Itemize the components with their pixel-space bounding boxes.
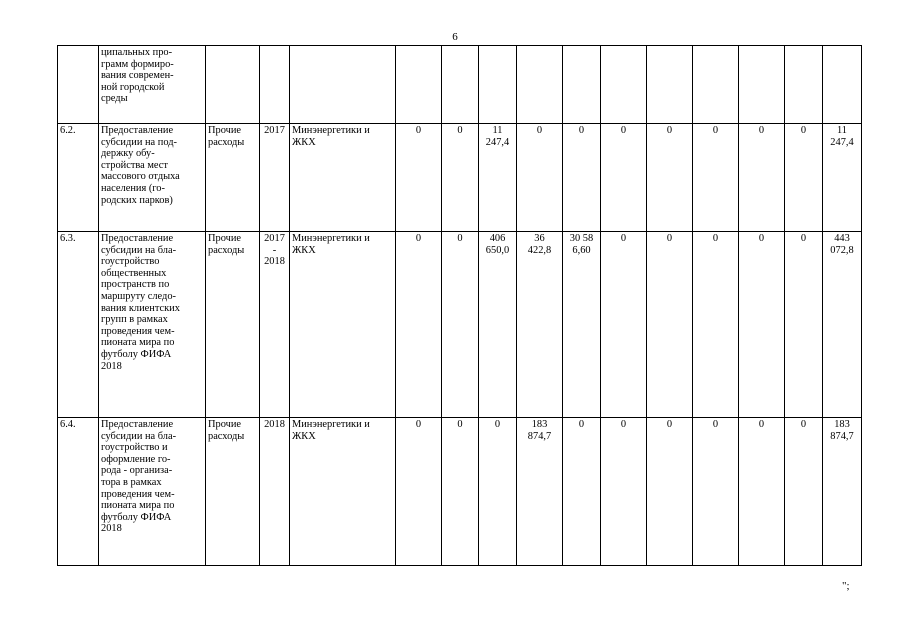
- measure-name-cell-text: Предоставление субсидии на бла- гоустройство общественных пространств по маршруту следо- вания клиентских групп в рамках проведения чем- пионата мира по футболу ФИФА 2018: [101, 233, 180, 372]
- year-cell-text: 2017 - 2018: [264, 233, 285, 268]
- budget-table: [57, 45, 862, 566]
- amount-cell: [442, 46, 479, 124]
- amount-cell: [693, 232, 739, 418]
- expense-type-cell: [206, 124, 260, 232]
- amount-cell: [647, 418, 693, 566]
- amount-cell: [647, 124, 693, 232]
- amount-cell-text: 406 650,0: [485, 233, 510, 256]
- measure-name-cell: [99, 124, 206, 232]
- amount-cell: [517, 124, 563, 232]
- closing-quote-mark: ";: [842, 580, 850, 592]
- year-cell: [260, 46, 290, 124]
- executor-cell: [290, 46, 396, 124]
- amount-cell: [396, 124, 442, 232]
- amount-cell-text: 0: [415, 125, 422, 136]
- amount-cell: [396, 46, 442, 124]
- amount-cell-text: 0: [578, 419, 585, 430]
- amount-cell: [693, 124, 739, 232]
- amount-cell-text: 0: [712, 233, 719, 244]
- table-row: [58, 124, 862, 232]
- amount-cell: [601, 232, 647, 418]
- row-number-cell: [58, 46, 99, 124]
- table-row: [58, 418, 862, 566]
- executor-cell: [290, 124, 396, 232]
- amount-cell-text: 0: [536, 125, 543, 136]
- amount-cell: [517, 418, 563, 566]
- year-cell: [260, 418, 290, 566]
- amount-cell: [785, 418, 823, 566]
- amount-cell: [517, 232, 563, 418]
- amount-cell-text: 0: [666, 125, 673, 136]
- amount-cell: [823, 124, 862, 232]
- amount-cell: [479, 232, 517, 418]
- page-number: 6: [452, 31, 458, 43]
- measure-name-cell-text: Предоставление субсидии на бла- гоустройство и оформление го- рода - организа- тора в рамках проведения чем- пионата мира по футболу ФИФА 2018: [101, 419, 177, 535]
- amount-cell-text: 0: [415, 233, 422, 244]
- row-number-cell-text: 6.3.: [60, 233, 76, 244]
- amount-cell-text: 0: [712, 419, 719, 430]
- amount-cell-text: 0: [620, 419, 627, 430]
- amount-cell: [785, 46, 823, 124]
- amount-cell-text: 30 58 6,60: [569, 233, 594, 256]
- amount-cell-text: 0: [620, 125, 627, 136]
- row-number-cell-text: 6.4.: [60, 419, 76, 430]
- amount-cell: [693, 418, 739, 566]
- amount-cell: [823, 232, 862, 418]
- year-cell: [260, 232, 290, 418]
- amount-cell: [785, 124, 823, 232]
- amount-cell-text: 0: [620, 233, 627, 244]
- executor-cell-text: Минэнергетики и ЖКХ: [292, 125, 370, 148]
- row-number-cell: [58, 232, 99, 418]
- amount-cell: [442, 232, 479, 418]
- amount-cell: [396, 418, 442, 566]
- amount-cell: [517, 46, 563, 124]
- amount-cell-text: 0: [758, 419, 765, 430]
- year-cell-text: 2018: [264, 419, 285, 430]
- amount-cell: [647, 46, 693, 124]
- amount-cell-text: 0: [578, 125, 585, 136]
- amount-cell-text: 0: [457, 419, 463, 430]
- expense-type-cell: [206, 46, 260, 124]
- amount-cell-text: 0: [758, 125, 765, 136]
- amount-cell: [442, 124, 479, 232]
- amount-cell: [479, 124, 517, 232]
- amount-cell-text: 11 247,4: [830, 125, 854, 148]
- amount-cell-text: 0: [712, 125, 719, 136]
- amount-cell: [739, 232, 785, 418]
- amount-cell-text: 11 247,4: [485, 125, 510, 148]
- row-number-cell: [58, 124, 99, 232]
- amount-cell: [693, 46, 739, 124]
- executor-cell-text: Минэнергетики и ЖКХ: [292, 233, 370, 256]
- measure-name-cell-text: ципальных про- грамм формиро- вания современ- ной городской среды: [101, 47, 174, 105]
- measure-name-cell: [99, 46, 206, 124]
- amount-cell: [396, 232, 442, 418]
- amount-cell-text: 0: [415, 419, 422, 430]
- amount-cell: [739, 46, 785, 124]
- year-cell: [260, 124, 290, 232]
- expense-type-cell: [206, 232, 260, 418]
- amount-cell-text: 183 874,7: [527, 419, 552, 442]
- amount-cell-text: 36 422,8: [527, 233, 552, 256]
- amount-cell-text: 0: [457, 233, 463, 244]
- executor-cell-text: Минэнергетики и ЖКХ: [292, 419, 370, 442]
- amount-cell: [823, 46, 862, 124]
- amount-cell-text: 0: [494, 419, 501, 430]
- row-number-cell: [58, 418, 99, 566]
- measure-name-cell-text: Предоставление субсидии на под- держку обу- стройства мест массового отдыха населения (го- родских парков): [101, 125, 180, 206]
- amount-cell: [442, 418, 479, 566]
- amount-cell: [647, 232, 693, 418]
- amount-cell: [739, 418, 785, 566]
- amount-cell-text: 0: [457, 125, 463, 136]
- measure-name-cell: [99, 418, 206, 566]
- executor-cell: [290, 418, 396, 566]
- amount-cell: [563, 418, 601, 566]
- amount-cell: [479, 418, 517, 566]
- measure-name-cell: [99, 232, 206, 418]
- amount-cell-text: 0: [758, 233, 765, 244]
- amount-cell: [601, 124, 647, 232]
- expense-type-cell-text: Прочие расходы: [208, 125, 245, 148]
- amount-cell-text: 443 072,8: [830, 233, 854, 256]
- amount-cell: [601, 418, 647, 566]
- amount-cell: [479, 46, 517, 124]
- expense-type-cell: [206, 418, 260, 566]
- amount-cell: [563, 124, 601, 232]
- year-cell-text: 2017: [264, 125, 285, 136]
- amount-cell: [823, 418, 862, 566]
- table-row: [58, 46, 862, 124]
- amount-cell: [785, 232, 823, 418]
- amount-cell-text: 0: [666, 233, 673, 244]
- amount-cell: [563, 232, 601, 418]
- table-row: [58, 232, 862, 418]
- amount-cell: [601, 46, 647, 124]
- amount-cell-text: 0: [800, 125, 807, 136]
- expense-type-cell-text: Прочие расходы: [208, 233, 245, 256]
- amount-cell-text: 0: [800, 233, 807, 244]
- row-number-cell-text: 6.2.: [60, 125, 76, 136]
- amount-cell-text: 183 874,7: [830, 419, 854, 442]
- amount-cell-text: 0: [666, 419, 673, 430]
- amount-cell-text: 0: [800, 419, 807, 430]
- executor-cell: [290, 232, 396, 418]
- expense-type-cell-text: Прочие расходы: [208, 419, 245, 442]
- amount-cell: [563, 46, 601, 124]
- amount-cell: [739, 124, 785, 232]
